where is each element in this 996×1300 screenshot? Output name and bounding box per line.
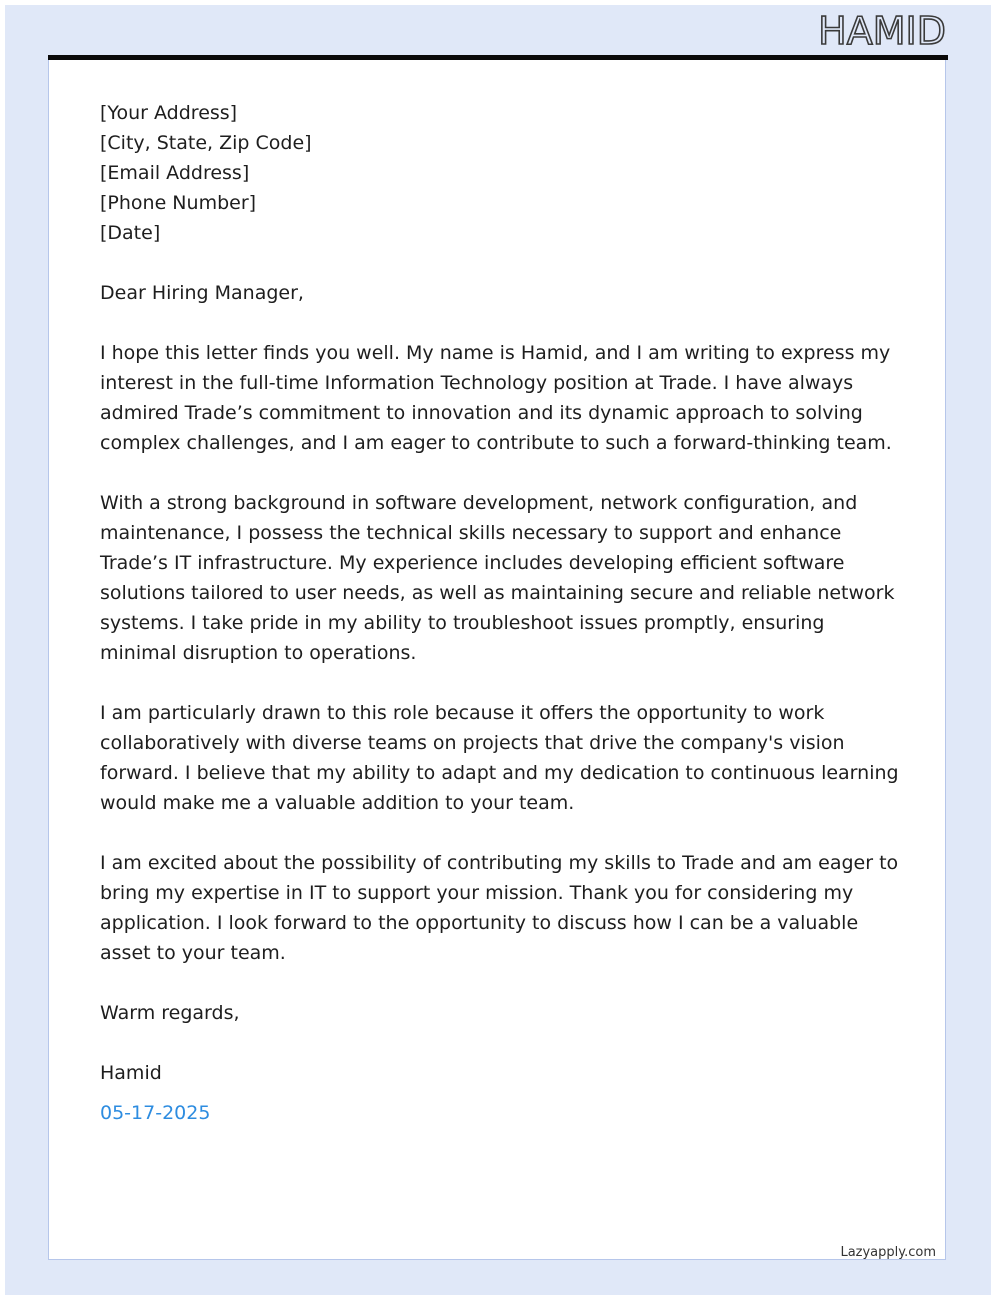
footer-watermark: Lazyapply.com [840, 1245, 936, 1260]
body-paragraph-2: With a strong background in software development, network configuration, and maintenance, I possess the technical skills necessary to support and enhance Trade’s IT infrastructure. My experience includes developing efficient software solutions tailored to user needs, as well as maintaining secure and reliable network systems. I take pride in my ability to troubleshoot issues promptly, ensuring minimal disruption to operations. [100, 492, 895, 664]
sender-block [100, 98, 900, 248]
sender-date: [Date] [100, 222, 161, 244]
signature-block [100, 1058, 900, 1128]
body-paragraph-4: I am excited about the possibility of contributing my skills to Trade and am eager to bring my expertise in IT to support your mission. Thank you for considering my application. I look forward to the opportunity to discuss how I can be a valuable asset to your team. [100, 852, 899, 964]
sender-city-state-zip: [City, State, Zip Code] [100, 132, 312, 154]
salutation: Dear Hiring Manager, [100, 282, 304, 304]
body-paragraph-3: I am particularly drawn to this role because it offers the opportunity to work collaboratively with diverse teams on projects that drive the company's vision forward. I believe that my ability to adapt and my dedication to continuous learning would make me a valuable addition to your team. [100, 702, 899, 814]
sender-email: [Email Address] [100, 162, 250, 184]
body-paragraph-1: I hope this letter finds you well. My name is Hamid, and I am writing to express my interest in the full-time Information Technology position at Trade. I have always admired Trade’s commitment to innovation and its dynamic approach to solving complex challenges, and I am eager to contribute to such a forward-thinking team. [100, 342, 892, 454]
signature-name: Hamid [100, 1062, 162, 1084]
brand-name: HAMID [818, 9, 946, 53]
letter-body [100, 98, 900, 1128]
header-rule [48, 55, 948, 60]
signed-date: 05-17-2025 [100, 1102, 211, 1124]
closing: Warm regards, [100, 1002, 240, 1024]
sender-phone: [Phone Number] [100, 192, 257, 214]
sender-address: [Your Address] [100, 102, 238, 124]
